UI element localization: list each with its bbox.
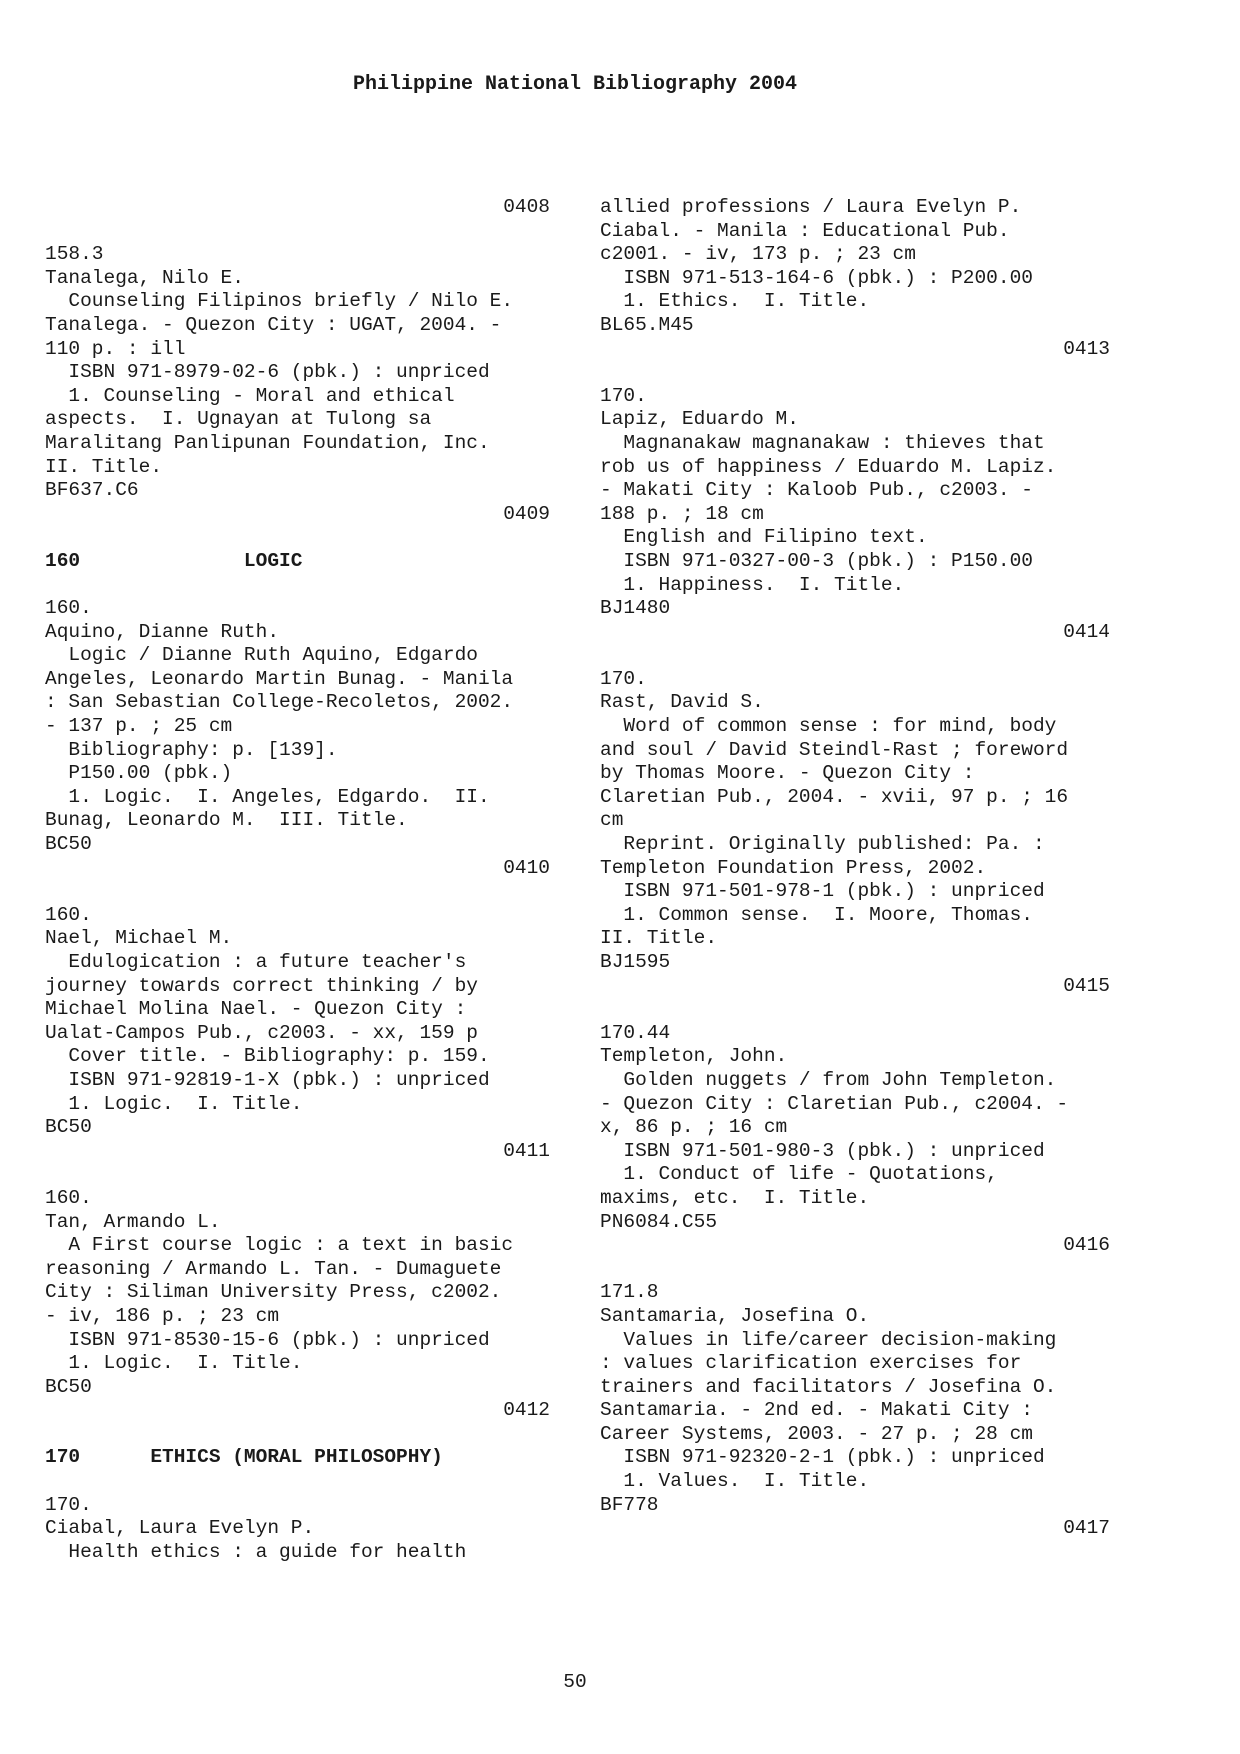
entry-line: 1. Common sense. I. Moore, Thomas. (600, 903, 1033, 926)
page-title: Philippine National Bibliography 2004 (352, 73, 798, 96)
entry-line: Tanalega. - Quezon City : UGAT, 2004. - (45, 313, 502, 336)
entry-line: BL65.M45 (600, 313, 694, 336)
blank-line (45, 526, 550, 550)
entry-line: 110 p. : ill (45, 337, 186, 360)
entry-line: Michael Molina Nael. - Quezon City : (45, 998, 467, 1021)
entry-number: 0415 (1063, 974, 1110, 997)
entry-line: 1. Values. I. Title. (600, 1470, 870, 1493)
entry-line: 160. (45, 903, 92, 926)
right-column (600, 196, 1110, 1541)
entry-line: BF637.C6 (45, 479, 139, 502)
entry-line: aspects. I. Ugnayan at Tulong sa (45, 408, 432, 431)
entry-line: Magnanakaw magnanakaw : thieves that (600, 431, 1045, 454)
entry-line: 1. Logic. I. Title. (45, 1352, 303, 1375)
entry-line: ISBN 971-501-980-3 (pbk.) : unpriced (600, 1139, 1045, 1162)
entry-line: Edulogication : a future teacher's (45, 951, 467, 973)
entry-line: Lapiz, Eduardo M. (600, 408, 799, 431)
entry-line: ISBN 971-0327-00-3 (pbk.) : P150.00 (600, 549, 1033, 572)
page-number: 50 (563, 1671, 587, 1693)
blank-line (600, 361, 1110, 385)
entry-line: : values clarification exercises for (600, 1352, 1022, 1375)
entry-line: : San Sebastian College-Recoletos, 2002. (45, 691, 514, 714)
left-column (45, 196, 550, 1564)
entry-line: English and Filipino text. (600, 526, 928, 549)
entry-line: rob us of happiness / Eduardo M. Lapiz. (600, 455, 1057, 478)
entry-line: BJ1480 (600, 597, 671, 620)
entry-line: 1. Logic. I. Angeles, Edgardo. II. (45, 785, 490, 808)
entry-line: Rast, David S. (600, 691, 764, 714)
entry-line: 1. Ethics. I. Title. (600, 290, 870, 313)
entry-line: A First course logic : a text in basic (45, 1234, 514, 1257)
entry-line: Aquino, Dianne Ruth. (45, 620, 280, 643)
entry-line: 1. Happiness. I. Title. (600, 573, 905, 596)
entry-line: Reprint. Originally published: Pa. : (600, 833, 1045, 856)
entry-number: 0408 (503, 196, 550, 218)
entry-line: ISBN 971-92819-1-X (pbk.) : unpriced (45, 1068, 490, 1091)
section-code: 160 (45, 549, 81, 572)
entry-line: Career Systems, 2003. - 27 p. ; 28 cm (600, 1422, 1033, 1445)
entry-line: - 137 p. ; 25 cm (45, 715, 233, 738)
entry-line: II. Title. (45, 455, 163, 478)
entry-line: Ciabal, Laura Evelyn P. (45, 1517, 315, 1540)
entry-line: 1. Counseling - Moral and ethical (45, 384, 455, 407)
blank-line (600, 644, 1110, 668)
entry-line: allied professions / Laura Evelyn P. (600, 196, 1022, 218)
entry-line: 170. (600, 384, 647, 407)
entry-line: x, 86 p. ; 16 cm (600, 1116, 788, 1139)
blank-line (45, 1423, 550, 1447)
entry-line: Cover title. - Bibliography: p. 159. (45, 1045, 490, 1068)
entry-line: Templeton Foundation Press, 2002. (600, 856, 987, 879)
blank-line (600, 1258, 1110, 1282)
entry-line: 171.8 (600, 1281, 659, 1304)
entry-line: BJ1595 (600, 951, 671, 973)
entry-line: Bibliography: p. [139]. (45, 738, 338, 761)
entry-line: Logic / Dianne Ruth Aquino, Edgardo (45, 644, 478, 667)
entry-line: Counseling Filipinos briefly / Nilo E. (45, 290, 514, 313)
entry-line: Maralitang Panlipunan Foundation, Inc. (45, 431, 490, 454)
entry-number: 0414 (1063, 620, 1110, 643)
entry-line: Golden nuggets / from John Templeton. (600, 1068, 1057, 1091)
entry-line: Templeton, John. (600, 1045, 788, 1068)
blank-line (600, 998, 1110, 1022)
entry-line: Health ethics : a guide for health (45, 1540, 467, 1563)
entry-line: 160. (45, 1186, 92, 1209)
entry-line: 170. (600, 667, 647, 690)
entry-line: Santamaria, Josefina O. (600, 1304, 870, 1327)
blank-line (45, 220, 550, 244)
section-name: LOGIC (243, 549, 303, 572)
entry-line: ISBN 971-501-978-1 (pbk.) : unpriced (600, 880, 1045, 903)
entry-line: 170.44 (600, 1021, 671, 1044)
entry-number: 0411 (503, 1139, 550, 1162)
blank-line (45, 574, 550, 598)
entry-line: Angeles, Leonardo Martin Bunag. - Manila (45, 667, 514, 690)
entry-line: by Thomas Moore. - Quezon City : (600, 762, 975, 785)
entry-line: 1. Conduct of life - Quotations, (600, 1163, 998, 1186)
entry-number: 0412 (503, 1399, 550, 1422)
section-name: ETHICS (MORAL PHILOSOPHY) (150, 1446, 443, 1469)
entry-line: ISBN 971-8530-15-6 (pbk.) : unpriced (45, 1328, 490, 1351)
entry-line: II. Title. (600, 927, 718, 950)
entry-line: BC50 (45, 1375, 92, 1398)
entry-line: journey towards correct thinking / by (45, 974, 478, 997)
entry-number: 0410 (503, 856, 550, 879)
entry-line: Word of common sense : for mind, body (600, 715, 1057, 738)
entry-line: ISBN 971-92320-2-1 (pbk.) : unpriced (600, 1446, 1045, 1469)
entry-line: cm (600, 809, 624, 832)
entry-line: Santamaria. - 2nd ed. - Makati City : (600, 1399, 1033, 1422)
entry-line: ISBN 971-513-164-6 (pbk.) : P200.00 (600, 266, 1033, 289)
blank-line (45, 1470, 550, 1494)
entry-line: Claretian Pub., 2004. - xvii, 97 p. ; 16 (600, 785, 1069, 808)
entry-line: Tanalega, Nilo E. (45, 266, 244, 289)
entry-number: 0413 (1063, 337, 1110, 360)
entry-line: Values in life/career decision-making (600, 1328, 1057, 1351)
section-heading (45, 1446, 550, 1470)
entry-line: BC50 (45, 833, 92, 856)
entry-line: trainers and facilitators / Josefina O. (600, 1375, 1057, 1398)
entry-line: Bunag, Leonardo M. III. Title. (45, 809, 408, 832)
entry-line: c2001. - iv, 173 p. ; 23 cm (600, 243, 916, 266)
section-heading (45, 550, 550, 574)
entry-line: PN6084.C55 (600, 1210, 718, 1233)
entry-number: 0409 (503, 502, 550, 525)
entry-line: - iv, 186 p. ; 23 cm (45, 1304, 280, 1327)
entry-line: P150.00 (pbk.) (45, 762, 233, 785)
entry-line: reasoning / Armando L. Tan. - Dumaguete (45, 1257, 502, 1280)
section-code: 170 (45, 1446, 81, 1469)
entry-line: Nael, Michael M. (45, 927, 233, 950)
entry-line: Ualat-Campos Pub., c2003. - xx, 159 p (45, 1021, 478, 1044)
entry-line: - Makati City : Kaloob Pub., c2003. - (600, 479, 1033, 502)
entry-line: 160. (45, 597, 92, 620)
entry-number: 0417 (1063, 1517, 1110, 1540)
entry-line: 170. (45, 1493, 92, 1516)
entry-line: 1. Logic. I. Title. (45, 1092, 303, 1115)
entry-line: BC50 (45, 1116, 92, 1139)
entry-line: maxims, etc. I. Title. (600, 1186, 870, 1209)
entry-line: 188 p. ; 18 cm (600, 502, 764, 525)
blank-line (45, 880, 550, 904)
entry-line: and soul / David Steindl-Rast ; foreword (600, 738, 1069, 761)
blank-line (45, 1163, 550, 1187)
entry-line: Tan, Armando L. (45, 1210, 221, 1233)
entry-line: Ciabal. - Manila : Educational Pub. (600, 219, 1010, 242)
entry-line: - Quezon City : Claretian Pub., c2004. - (600, 1092, 1069, 1115)
entry-line: City : Siliman University Press, c2002. (45, 1281, 502, 1304)
entry-line: BF778 (600, 1493, 659, 1516)
entry-number: 0416 (1063, 1234, 1110, 1257)
entry-line: 158.3 (45, 243, 104, 266)
entry-line: ISBN 971-8979-02-6 (pbk.) : unpriced (45, 361, 490, 384)
